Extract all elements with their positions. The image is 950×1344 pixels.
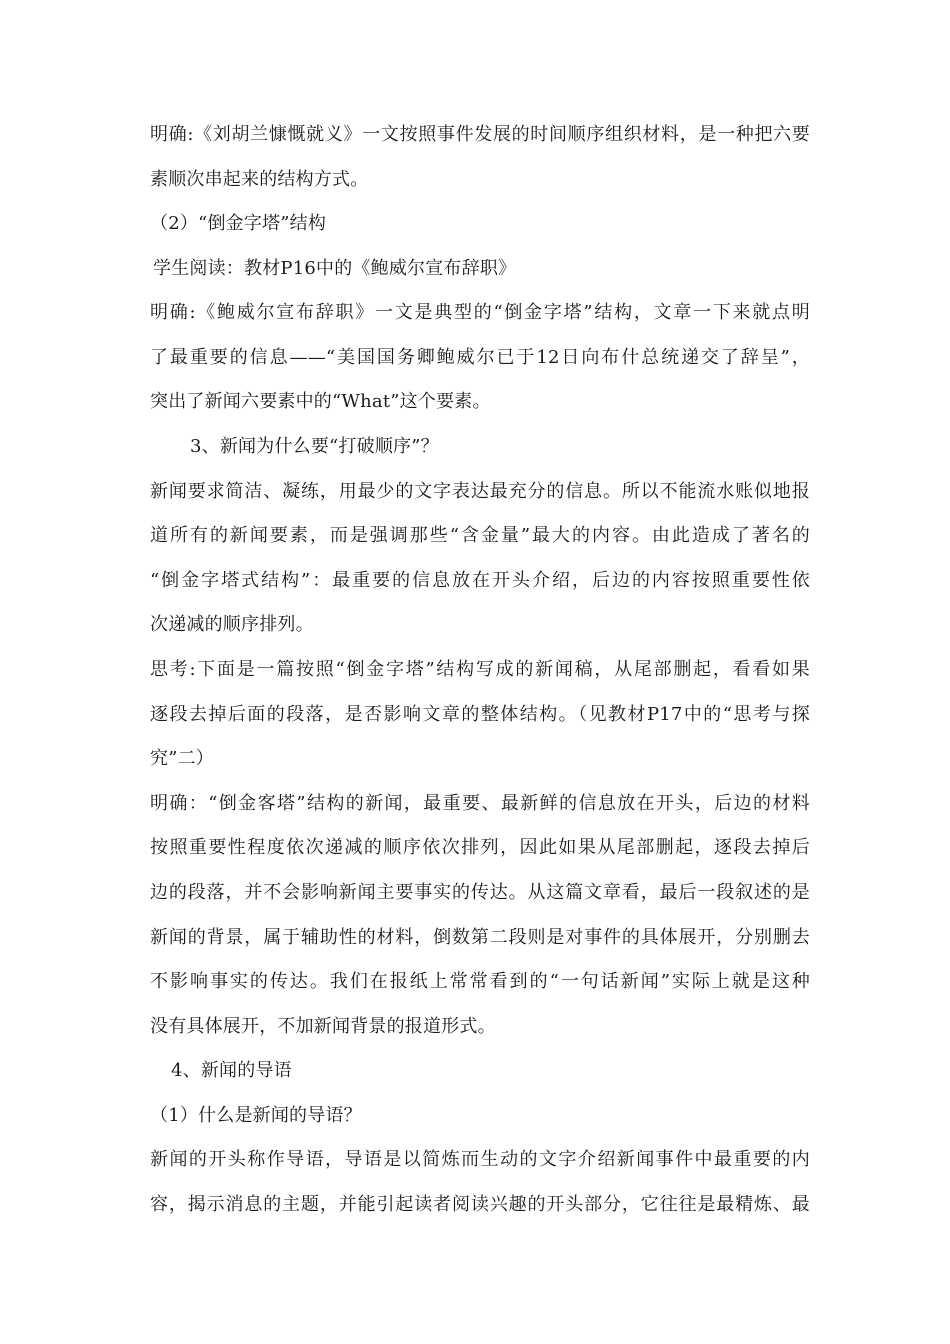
text-line: 逐段去掉后面的段落，是否影响文章的整体结构。（见教材P17中的“思考与探: [150, 704, 810, 725]
text-line: 次递减的顺序排列。: [150, 614, 314, 635]
text-line: 边的段落，并不会影响新闻主要事实的传达。从这篇文章看，最后一段叙述的是: [150, 882, 810, 903]
text-line: 新闻要求简洁、凝练，用最少的文字表达最充分的信息。所以不能流水账似地报: [150, 481, 810, 502]
text-line: 新闻的开头称作导语，导语是以简炼而生动的文字介绍新闻事件中最重要的内: [150, 1149, 810, 1170]
text-line: 突出了新闻六要素中的“What”这个要素。: [150, 391, 491, 412]
section-heading: 4、新闻的导语: [171, 1060, 292, 1081]
text-line: “倒金字塔式结构”：最重要的信息放在开头介绍，后边的内容按照重要性依: [150, 570, 810, 591]
text-line: 按照重要性程度依次递减的顺序依次排列，因此如果从尾部删起，逐段去掉后: [150, 837, 810, 858]
subheading: （1）什么是新闻的导语？: [150, 1105, 362, 1126]
text-line: 学生阅读：教材P16中的《鲍威尔宣布辞职》: [153, 258, 517, 279]
text-line: 明确:《鲍威尔宣布辞职》一文是典型的“倒金字塔”结构，文章一下来就点明: [150, 302, 810, 323]
text-line: 素顺次串起来的结构方式。: [150, 169, 369, 190]
text-line: 没有具体展开，不加新闻背景的报道形式。: [150, 1016, 496, 1037]
text-line: 道所有的新闻要素，而是强调那些“含金量”最大的内容。由此造成了著名的: [150, 525, 810, 546]
text-line: 新闻的背景，属于辅助性的材料，倒数第二段则是对事件的具体展开，分别删去: [150, 927, 810, 948]
text-line: 容，揭示消息的主题，并能引起读者阅读兴趣的开头部分，它往往是最精炼、最: [150, 1194, 810, 1215]
text-line: 究”二）: [150, 748, 215, 769]
subheading: （2）“倒金字塔”结构: [150, 213, 327, 234]
text-line: 不影响事实的传达。我们在报纸上常常看到的“一句话新闻”实际上就是这种: [150, 971, 810, 992]
text-line: 明确:《刘胡兰慷慨就义》一文按照事件发展的时间顺序组织材料，是一种把六要: [150, 124, 810, 145]
text-line: 了最重要的信息——“美国国务卿鲍威尔已于12日向布什总统递交了辞呈”，: [150, 347, 810, 368]
text-line: 明确：“倒金客塔”结构的新闻，最重要、最新鲜的信息放在开头，后边的材料: [150, 793, 810, 814]
section-heading: 3、新闻为什么要“打破顺序”？: [190, 436, 439, 457]
text-line: 思考:下面是一篇按照“倒金字塔”结构写成的新闻稿，从尾部删起，看看如果: [150, 659, 810, 680]
